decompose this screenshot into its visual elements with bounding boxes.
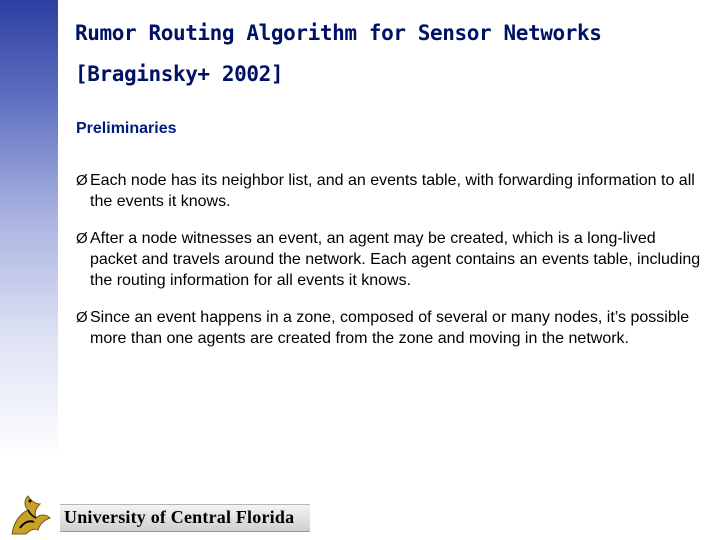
bullet-item bbox=[76, 170, 706, 212]
university-wordmark bbox=[60, 504, 310, 532]
arrow-bullet-icon: Ø bbox=[76, 172, 88, 189]
section-subtitle: Preliminaries bbox=[76, 120, 177, 137]
bullet-text: Since an event happens in a zone, composed of several or many nodes, it’s possible more than one agents are created from the zone and moving in the network. bbox=[90, 309, 690, 347]
slide-title-citation: [Braginsky+ 2002] bbox=[75, 62, 284, 86]
university-logo bbox=[6, 492, 316, 538]
bullet-text: Each node has its neighbor list, and an events table, with forwarding information to all the events it knows. bbox=[90, 172, 695, 210]
arrow-bullet-icon: Ø bbox=[76, 230, 88, 247]
pegasus-logo-icon bbox=[6, 492, 54, 538]
bullet-item bbox=[76, 228, 706, 291]
bullet-item bbox=[76, 307, 706, 349]
university-name: University of Central Florida bbox=[64, 507, 295, 527]
slide-title: Rumor Routing Algorithm for Sensor Networks bbox=[75, 21, 602, 45]
arrow-bullet-icon: Ø bbox=[76, 309, 88, 326]
side-gradient-bar bbox=[0, 0, 58, 540]
bullet-list bbox=[76, 170, 706, 365]
bullet-text: After a node witnesses an event, an agent may be created, which is a long-lived packet and travels around the network. Each agent contains an events table, including the routing information for all events it knows. bbox=[90, 230, 701, 289]
